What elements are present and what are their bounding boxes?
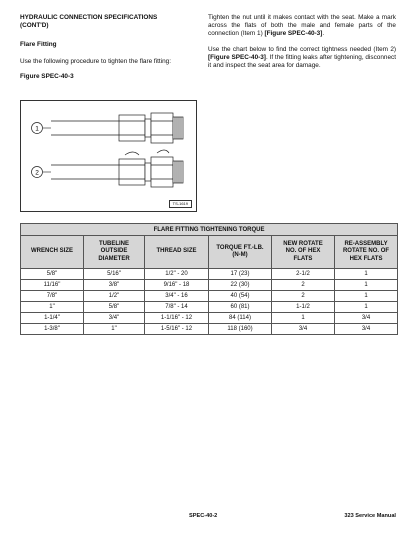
table-row [21, 291, 398, 302]
header-reassembly-l1: RE-ASSEMBLY [344, 240, 388, 247]
instruction-1-text: Tighten the nut until it makes contact with the seat. Make a mark across the flats of both the male and female parts of the connection (Item 1) [208, 14, 396, 37]
cell-thread-size: 1-5/16" - 12 [145, 324, 209, 335]
section-heading-line2: (CONT'D) [20, 22, 49, 29]
table-title: FLARE FITTING TIGHTENING TORQUE [21, 224, 398, 236]
table-row [21, 269, 398, 280]
left-column [20, 14, 200, 80]
cell-new-rotate: 2 [272, 291, 335, 302]
cell-torque: 22 (30) [209, 280, 272, 291]
figure-id: TS-1619 [169, 200, 192, 208]
cell-new-rotate: 1 [272, 313, 335, 324]
cell-thread-size: 9/16" - 18 [145, 280, 209, 291]
instruction-2-text: Use the chart below to find the correct tightness needed (Item 2) [208, 46, 396, 53]
cell-wrench-size: 7/8" [21, 291, 84, 302]
torque-table [20, 223, 398, 335]
fitting-1-drawing [51, 113, 183, 143]
cell-tubeline-od: 1" [84, 324, 145, 335]
cell-tubeline-od: 3/4" [84, 313, 145, 324]
manual-title: 323 Service Manual [344, 513, 396, 519]
cell-tubeline-od: 5/16" [84, 269, 145, 280]
header-reassembly-l2: ROTATE NO. OF [342, 248, 390, 255]
figure-label: Figure SPEC-40-3 [20, 73, 74, 80]
right-column [208, 14, 396, 70]
header-thread-size [145, 236, 209, 269]
cell-new-rotate: 1-1/2 [272, 302, 335, 313]
cell-torque: 40 (54) [209, 291, 272, 302]
cell-reassembly: 1 [335, 280, 398, 291]
cell-thread-size: 3/4" - 16 [145, 291, 209, 302]
cell-tubeline-od: 1/2" [84, 291, 145, 302]
cell-torque: 60 (81) [209, 302, 272, 313]
callout-2-label: 2 [35, 169, 39, 177]
cell-wrench-size: 5/8" [21, 269, 84, 280]
table-title-row [21, 224, 398, 236]
cell-new-rotate: 2-1/2 [272, 269, 335, 280]
cell-reassembly: 3/4 [335, 313, 398, 324]
table-row [21, 313, 398, 324]
header-new-rotate-l3: FLATS [293, 255, 313, 262]
cell-thread-size: 1/2" - 20 [145, 269, 209, 280]
table-row [21, 324, 398, 335]
header-tubeline-od [84, 236, 145, 269]
instruction-paragraph-1 [208, 14, 396, 38]
subsection-title: Flare Fitting [20, 41, 57, 48]
header-tubeline-od-l1: TUBELINE [99, 240, 129, 247]
cell-wrench-size: 1-1/4" [21, 313, 84, 324]
instruction-paragraph-2 [208, 46, 396, 70]
section-heading-line1: HYDRAULIC CONNECTION SPECIFICATIONS [20, 14, 158, 21]
cell-tubeline-od: 5/8" [84, 302, 145, 313]
cell-reassembly: 1 [335, 269, 398, 280]
cell-torque: 118 (160) [209, 324, 272, 335]
instruction-2-end: . If the fitting leaks after tightening, disconnect it and inspect the seat area for damage. [208, 54, 396, 69]
header-wrench-size [21, 236, 84, 269]
figure-reference-2: [Figure SPEC-40-3] [208, 54, 266, 61]
header-reassembly [335, 236, 398, 269]
figure-reference-1: [Figure SPEC-40-3] [264, 30, 323, 37]
header-thread-size-text: THREAD SIZE [156, 248, 197, 255]
header-new-rotate-l1: NEW ROTATE [283, 240, 323, 247]
header-torque [209, 236, 272, 269]
table-row [21, 280, 398, 291]
header-new-rotate-l2: NO. OF HEX [285, 248, 321, 255]
header-tubeline-od-l2: OUTSIDE [100, 248, 128, 255]
intro-text: Use the following procedure to tighten the flare fitting: [20, 58, 171, 65]
cell-thread-size: 1-1/16" - 12 [145, 313, 209, 324]
cell-wrench-size: 1-3/8" [21, 324, 84, 335]
cell-tubeline-od: 3/8" [84, 280, 145, 291]
cell-torque: 17 (23) [209, 269, 272, 280]
flare-fitting-illustration [21, 101, 196, 211]
cell-wrench-size: 11/16" [21, 280, 84, 291]
header-torque-l2: (N-M) [232, 252, 248, 258]
table-header-row [21, 236, 398, 269]
flare-fitting-figure [20, 100, 197, 212]
cell-reassembly: 1 [335, 302, 398, 313]
header-new-rotate [272, 236, 335, 269]
cell-reassembly: 1 [335, 291, 398, 302]
fitting-2-drawing [51, 150, 183, 187]
page-number: SPEC-40-2 [189, 513, 218, 519]
header-wrench-size-text: WRENCH SIZE [31, 248, 73, 255]
cell-new-rotate: 3/4 [272, 324, 335, 335]
header-tubeline-od-l3: DIAMETER [98, 255, 130, 262]
cell-wrench-size: 1" [21, 302, 84, 313]
torque-table-container [20, 223, 397, 335]
cell-thread-size: 7/8" - 14 [145, 302, 209, 313]
table-row [21, 302, 398, 313]
callout-1-label: 1 [35, 125, 39, 133]
cell-torque: 84 (114) [209, 313, 272, 324]
instruction-1-end: . [322, 30, 325, 37]
cell-reassembly: 3/4 [335, 324, 398, 335]
header-torque-l1: TORQUE FT.-LB. [216, 244, 264, 251]
section-heading [20, 14, 200, 30]
cell-new-rotate: 2 [272, 280, 335, 291]
header-reassembly-l3: HEX FLATS [349, 255, 383, 262]
